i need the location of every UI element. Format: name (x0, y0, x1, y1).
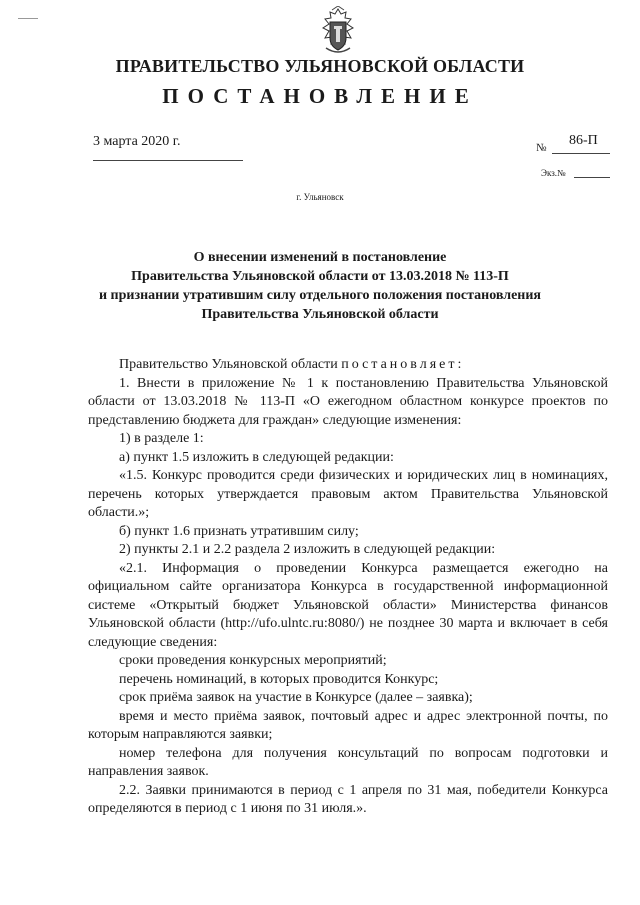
body-paragraph: «1.5. Конкурс проводится среди физических и юридических лиц в номинациях, перечень которых утверждается правовым актом Правительства Ульяновской области.»; (88, 468, 608, 520)
body-paragraph: номер телефона для получения консультаций по вопросам подготовки и направления заявок. (88, 745, 608, 779)
body-paragraph: время и место приёма заявок, почтовый адрес и адрес электронной почты, по которым направляются заявки; (88, 708, 608, 742)
heading-line: Правительства Ульяновской области от 13.03.2018 № 113-П (131, 269, 509, 284)
coat-of-arms-icon (318, 6, 358, 60)
heading-line: Правительства Ульяновской области (201, 307, 439, 322)
body-paragraph: сроки проведения конкурсных мероприятий; (119, 653, 387, 668)
scan-mark (18, 18, 38, 19)
document-body (88, 356, 608, 819)
government-name: ПРАВИТЕЛЬСТВО УЛЬЯНОВСКОЙ ОБЛАСТИ (115, 56, 525, 76)
number-underline (552, 153, 610, 154)
date-underline (93, 160, 243, 161)
heading-line: и признании утратившим силу отдельного положения постановления (98, 288, 542, 303)
body-paragraph: а) пункт 1.5 изложить в следующей редакции: (119, 449, 394, 465)
body-paragraph: срок приёма заявок на участие в Конкурсе (далее – заявка); (119, 690, 473, 705)
body-paragraph: перечень номинаций, в которых проводится Конкурс; (119, 671, 439, 687)
body-paragraph: б) пункт 1.6 признать утратившим силу; (119, 523, 359, 539)
intro-verb: постановляет: (341, 357, 465, 372)
body-paragraph: 1. Внести в приложение № 1 к постановлению Правительства Ульяновской области от 13.03.2018 № 113-П «О ежегодном областном конкурсе проектов по представлению бюджета для граждан» следующие изменения: (88, 375, 608, 428)
body-paragraph: 2.2. Заявки принимаются в период с 1 апреля по 31 мая, победители Конкурса определяются в период с 1 июня по 31 июля.». (88, 782, 608, 816)
document-heading (80, 248, 560, 324)
copy-number-underline (574, 177, 610, 178)
city: г. Ульяновск (296, 192, 344, 202)
body-paragraph: «2.1. Информация о проведении Конкурса размещается ежегодно на официальном сайте организатора Конкурса в государственной информационной системе «Открытый бюджет Ульяновской области» Министерства финансов Ульяновской области (http://ufo.ulntc.ru:8080/) не позднее 30 марта и включает в себя следующие сведения: (88, 560, 608, 650)
document-date: 3 марта 2020 г. (93, 134, 181, 149)
intro-paragraph (88, 356, 608, 375)
body-paragraph: 1) в разделе 1: (119, 431, 204, 446)
copy-number-label: Экз.№ (541, 168, 566, 178)
intro-subject: Правительство Ульяновской области (119, 357, 338, 372)
heading-line: О внесении изменений в постановление (193, 250, 447, 265)
number-sign: № (536, 142, 547, 154)
document-number: 86-П (569, 133, 598, 148)
body-paragraph: 2) пункты 2.1 и 2.2 раздела 2 изложить в следующей редакции: (119, 542, 496, 557)
document-type: ПОСТАНОВЛЕНИЕ (162, 84, 478, 108)
